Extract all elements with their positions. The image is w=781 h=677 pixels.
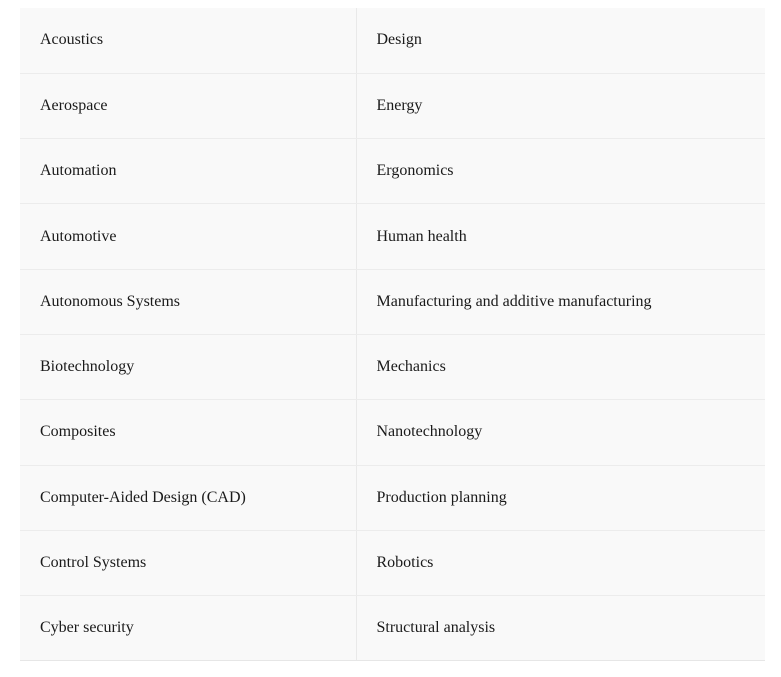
table-row <box>20 465 765 530</box>
table-cell-right: Structural analysis <box>356 596 765 661</box>
table-cell-left: Autonomous Systems <box>20 269 356 334</box>
table-cell-right: Energy <box>356 73 765 138</box>
table-cell-right: Ergonomics <box>356 139 765 204</box>
table-cell-right: Mechanics <box>356 334 765 399</box>
topics-table-body <box>20 8 765 661</box>
table-cell-right: Robotics <box>356 530 765 595</box>
table-cell-left: Biotechnology <box>20 334 356 399</box>
topics-table <box>20 8 765 661</box>
table-cell-left: Composites <box>20 400 356 465</box>
table-cell-left: Control Systems <box>20 530 356 595</box>
table-cell-right: Nanotechnology <box>356 400 765 465</box>
table-cell-right: Manufacturing and additive manufacturing <box>356 269 765 334</box>
table-row <box>20 400 765 465</box>
table-cell-left: Acoustics <box>20 8 356 73</box>
table-row <box>20 596 765 661</box>
table-cell-left: Aerospace <box>20 73 356 138</box>
table-row <box>20 334 765 399</box>
table-cell-right: Human health <box>356 204 765 269</box>
table-row <box>20 530 765 595</box>
table-row <box>20 73 765 138</box>
table-cell-left: Automotive <box>20 204 356 269</box>
table-cell-right: Production planning <box>356 465 765 530</box>
table-cell-left: Computer-Aided Design (CAD) <box>20 465 356 530</box>
table-cell-left: Automation <box>20 139 356 204</box>
table-row <box>20 269 765 334</box>
table-row <box>20 139 765 204</box>
table-row <box>20 8 765 73</box>
table-cell-right: Design <box>356 8 765 73</box>
table-cell-left: Cyber security <box>20 596 356 661</box>
table-row <box>20 204 765 269</box>
